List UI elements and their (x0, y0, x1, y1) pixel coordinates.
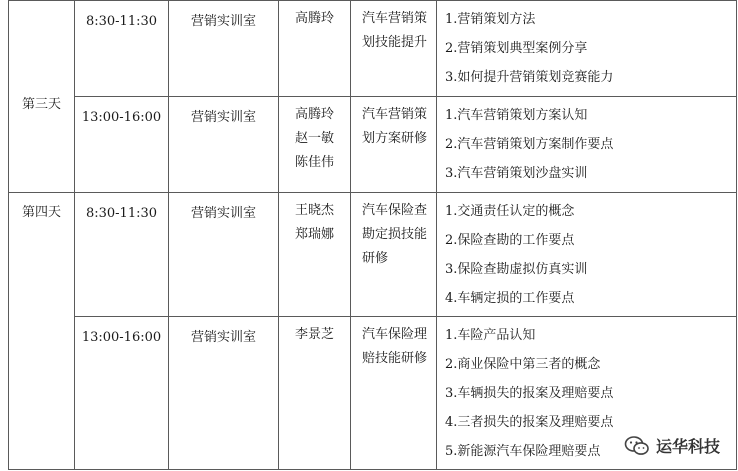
content-cell (437, 193, 737, 317)
topic-cell: 汽车营销策 划技能提升 (351, 1, 437, 97)
content-cell (437, 1, 737, 97)
watermark-text: 运华科技 (655, 437, 720, 456)
day-label: 第三天 (21, 97, 61, 112)
time-cell: 13:00-16:00 (75, 317, 169, 470)
content-item: 4.三者损失的报案及理赔要点 (445, 415, 614, 430)
content-item: 2.保险查勘的工作要点 (445, 233, 575, 248)
topic-cell: 汽车保险理 赔技能研修 (351, 317, 437, 470)
teacher-cell: 高腾玲 赵一敏 陈佳伟 (279, 97, 351, 193)
time-cell: 8:30-11:30 (75, 193, 169, 317)
room-cell: 营销实训室 (169, 97, 279, 193)
day-cell-day3 (9, 1, 75, 193)
content-item: 1.车险产品认知 (445, 328, 536, 343)
teacher-cell: 王晓杰 郑瑞娜 (279, 193, 351, 317)
content-item: 2.营销策划典型案例分享 (445, 41, 588, 56)
table-row (9, 1, 737, 97)
content-item: 2.汽车营销策划方案制作要点 (445, 137, 614, 152)
content-item: 3.保险查勘虚拟仿真实训 (445, 262, 588, 277)
content-item: 1.营销策划方法 (445, 12, 536, 27)
training-schedule-table (8, 0, 737, 470)
table-row (9, 97, 737, 193)
watermark (620, 432, 724, 459)
content-cell (437, 97, 737, 193)
content-item: 3.车辆损失的报案及理赔要点 (445, 386, 614, 401)
teacher-cell: 李景芝 (279, 317, 351, 470)
content-item: 3.汽车营销策划沙盘实训 (445, 166, 588, 181)
room-cell: 营销实训室 (169, 317, 279, 470)
wechat-icon (624, 435, 650, 457)
day-label: 第四天 (21, 205, 61, 220)
content-item: 1.汽车营销策划方案认知 (445, 108, 588, 123)
content-item: 1.交通责任认定的概念 (445, 204, 575, 219)
content-item: 2.商业保险中第三者的概念 (445, 357, 601, 372)
table-row (9, 193, 737, 317)
time-cell: 8:30-11:30 (75, 1, 169, 97)
room-cell: 营销实训室 (169, 193, 279, 317)
room-cell: 营销实训室 (169, 1, 279, 97)
day-cell-day4 (9, 193, 75, 470)
time-cell: 13:00-16:00 (75, 97, 169, 193)
content-item: 4.车辆定损的工作要点 (445, 291, 575, 306)
content-item: 3.如何提升营销策划竞赛能力 (445, 70, 614, 85)
teacher-cell: 高腾玲 (279, 1, 351, 97)
topic-cell: 汽车保险查 勘定损技能 研修 (351, 193, 437, 317)
content-item: 5.新能源汽车保险理赔要点 (445, 444, 601, 459)
topic-cell: 汽车营销策 划方案研修 (351, 97, 437, 193)
